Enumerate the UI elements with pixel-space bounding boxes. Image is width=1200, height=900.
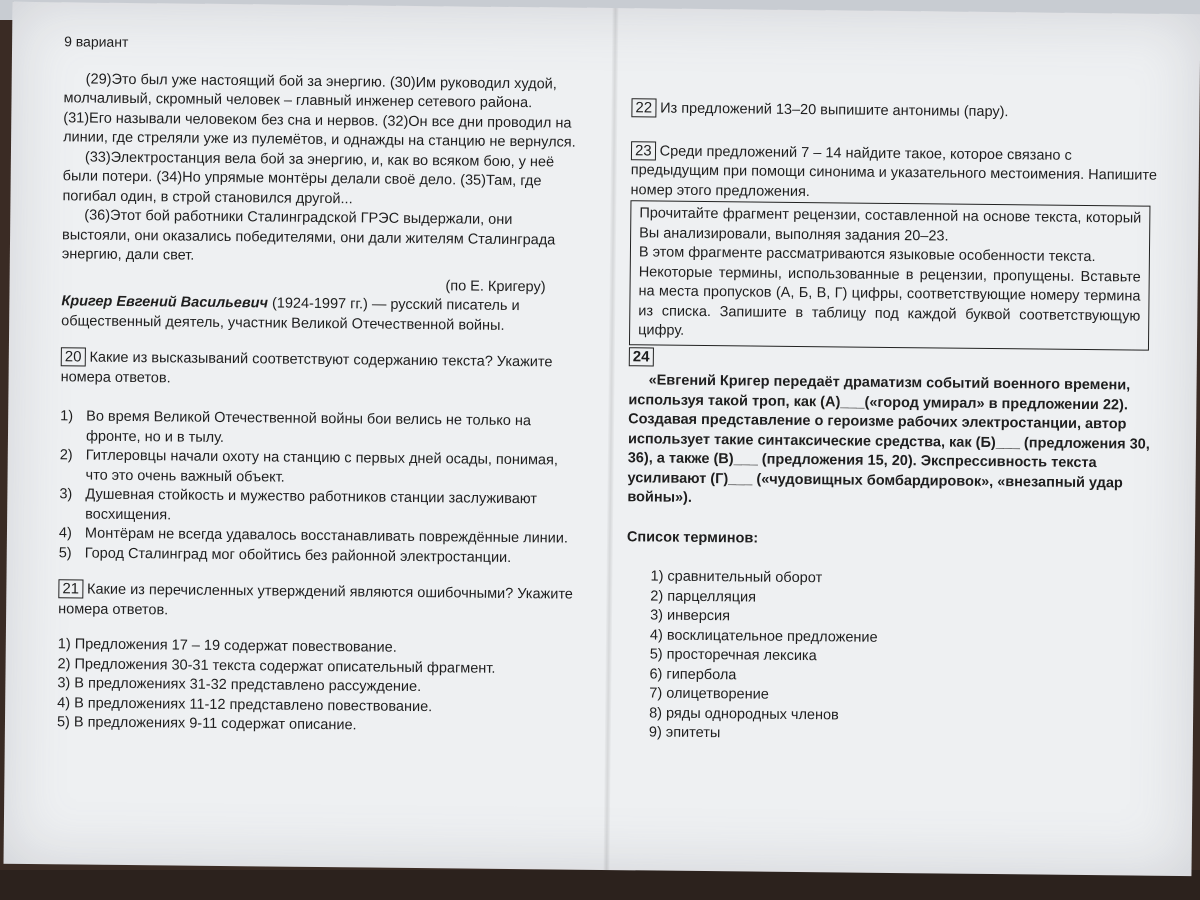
list-item: 5) Город Сталинград мог обойтись без районной электростанции. xyxy=(58,544,512,566)
left-page xyxy=(57,32,584,738)
author-note xyxy=(61,292,581,336)
list-item: 5) В предложениях 9-11 содержат описание. xyxy=(56,714,357,734)
text-paragraph: (33)Электростанция вела бой за энергию, и, как во всяком бою, у неё были потери. (34)Но упрямые монтёры делали своё дело. (35)Там, где погибал один, в строй становился другой... xyxy=(62,149,555,207)
list-item: 1) сравнительный оборот xyxy=(650,568,823,587)
question-number: 23 xyxy=(631,141,656,160)
question-number: 22 xyxy=(631,98,656,117)
list-item: 8) ряды однородных членов xyxy=(649,704,839,723)
background-table xyxy=(0,870,1200,900)
list-item: 2) Предложения 30-31 текста содержат описательный фрагмент. xyxy=(57,655,496,677)
question-number: 24 xyxy=(629,347,654,366)
author-info: (1924-1997 гг.) — русский писатель и общественный деятель, участник Великой Отечественной войны. xyxy=(61,295,520,334)
question-20 xyxy=(59,347,581,568)
paper-sheet xyxy=(4,2,1200,876)
question-text: Какие из перечисленных утверждений являются ошибочными? Укажите номера ответов. xyxy=(58,581,574,618)
list-item: 5) просторечная лексика xyxy=(649,646,817,665)
list-item: 9) эпитеты xyxy=(648,724,721,742)
page-fold xyxy=(603,8,618,870)
list-item: 1) Предложения 17 – 19 содержат повествование. xyxy=(57,636,397,656)
question-text: Из предложений 13–20 выпишите антонимы (пару). xyxy=(660,100,1009,121)
list-item: 1) Во время Великой Отечественной войны бои велись не только на фронте, но и в тылу. xyxy=(60,408,532,446)
answer-options xyxy=(59,407,581,568)
question-text: Среди предложений 7 – 14 найдите такое, которое связано с предыдущим при помощи синонима и указательного местоимения. Напишите номер этого предложения. xyxy=(630,143,1158,200)
question-number: 21 xyxy=(58,579,83,598)
list-item: 3) Душевная стойкость и мужество работников станции заслуживают восхищения. xyxy=(59,486,538,523)
question-number: 20 xyxy=(61,347,86,366)
variant-label: 9 вариант xyxy=(64,33,129,50)
instruction-box: Прочитайте фрагмент рецензии, составленной на основе текста, который Вы анализировали, выполняя задания 20–23. В этом фрагменте рассматриваются языковые особенности текста. Некоторые термины, использованные в рецензии, пропущены. Вставьте на места пропусков (А, Б, В, Г) цифры, соответствующие номеру термина из списка. Запишите в таблицу под каждой буквой соответствующую цифру. xyxy=(629,200,1150,350)
question-text: Какие из высказываний соответствуют содержанию текста? Укажите номера ответов. xyxy=(60,349,553,386)
question-21 xyxy=(57,579,579,738)
list-item: 3) инверсия xyxy=(650,607,731,625)
list-item: 6) гипербола xyxy=(649,665,737,683)
terms-title: Список терминов: xyxy=(626,528,759,547)
text-source: (по Е. Кригеру) xyxy=(445,277,546,295)
list-item: 4) восклицательное предложение xyxy=(649,626,878,646)
terms-list xyxy=(649,567,1157,748)
question-23 xyxy=(630,141,1161,206)
list-item: 3) В предложениях 31-32 представлено рассуждение. xyxy=(57,675,422,696)
question-22 xyxy=(631,98,1161,124)
text-paragraph: (29)Это был уже настоящий бой за энергию. (30)Им руководил худой, молчаливый, скромный человек – главный инженер сетевого района. (31)Его называли человеком без сна и нервов. (32)Он все дни проводил на линии, где стреляли уже из пулемётов, и однажды на станцию не вернулся. xyxy=(63,71,576,151)
right-page xyxy=(625,98,1162,748)
question-24-number-line xyxy=(629,347,1159,373)
list-item: 2) парцелляция xyxy=(650,587,757,606)
list-item: 4) В предложениях 11-12 представлено повествование. xyxy=(57,694,433,715)
text-paragraph: (36)Этот бой работники Сталинградской ГРЭС выдержали, они выстояли, они оказались победителями, они дали жителям Сталинграда энергию, дали свет. xyxy=(61,207,556,264)
list-item: 7) олицетворение xyxy=(649,685,769,703)
author-name: Кригер Евгений Васильевич xyxy=(61,293,269,312)
list-item: 4) Монтёрам не всегда удавалось восстанавливать повреждённые линии. xyxy=(58,525,569,547)
question-24-text: «Евгений Кригер передаёт драматизм событий военного времени, используя такой троп, как (А)___(«город умирал» в предложении 22). Создавая представление о героизме рабочих электростанции, автор использует такие синтаксические средства, как (Б)___ (предложения 30, 36), а также (В)___ (предложения 15, 20). Экспрессивность текста усиливают (Г)___ («чудовищных бомбардировок», «внезапный удар войны»). xyxy=(627,372,1150,506)
list-item: 2) Гитлеровцы начали охоту на станцию с первых дней осады, понимая, что это очень важный объект. xyxy=(59,447,558,486)
answer-options xyxy=(57,635,578,738)
